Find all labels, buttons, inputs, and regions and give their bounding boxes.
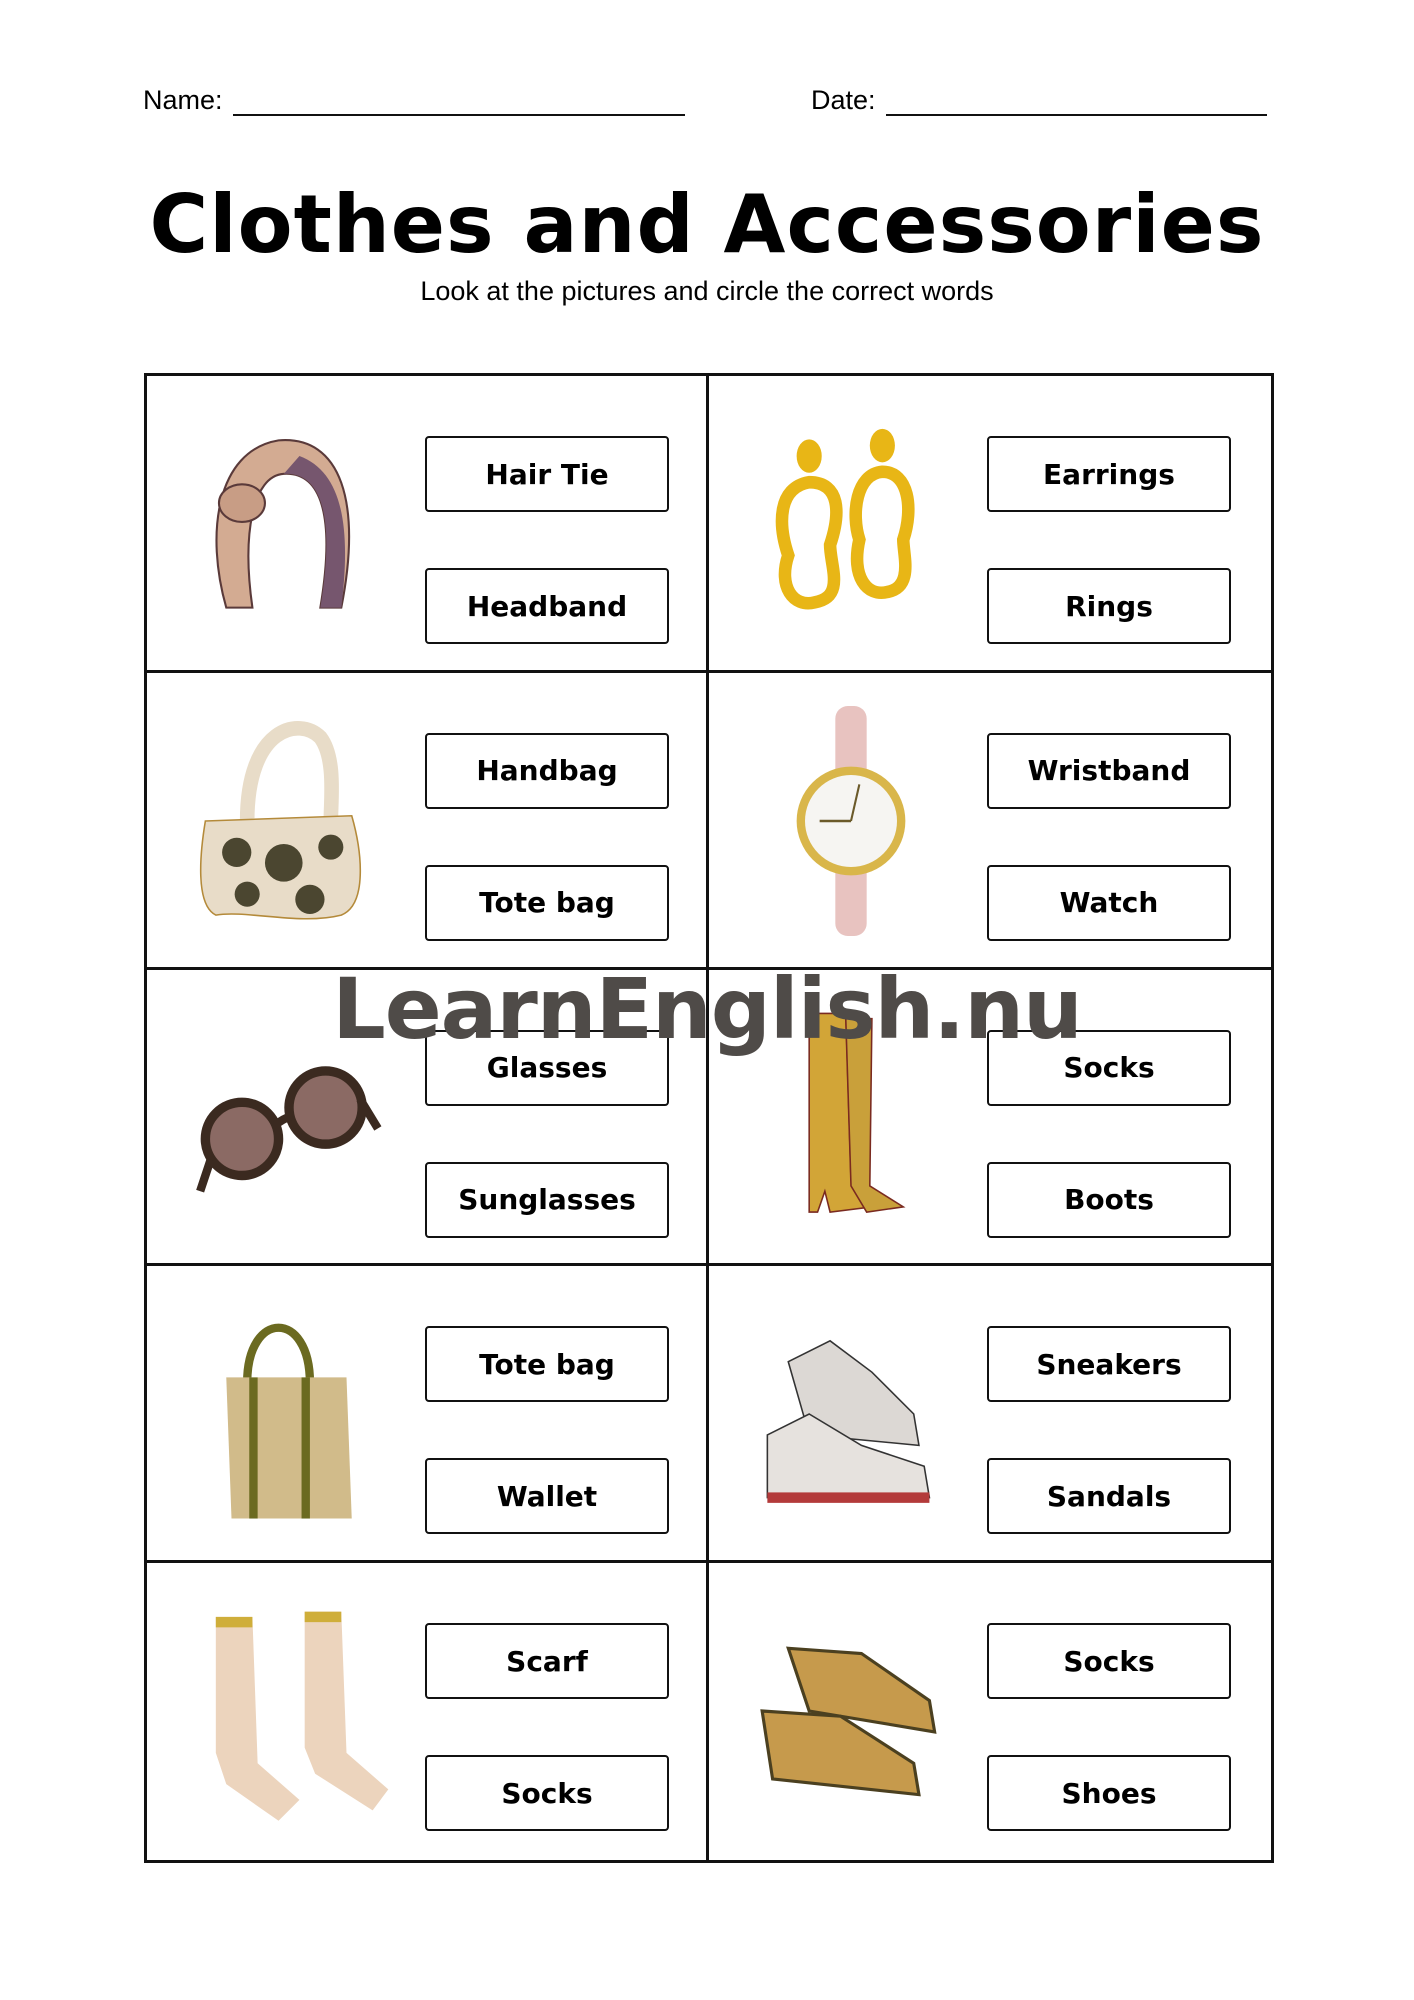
option-button[interactable]: Tote bag (425, 1326, 669, 1402)
tote-bag-icon (169, 1296, 409, 1532)
headband-icon (169, 406, 409, 642)
date-field[interactable] (811, 84, 1267, 116)
watch-icon (731, 703, 971, 939)
option-button[interactable]: Sandals (987, 1458, 1231, 1534)
option-button[interactable]: Scarf (425, 1623, 669, 1699)
exercise-cell (709, 1266, 1271, 1563)
exercise-cell (709, 970, 1271, 1267)
socks-icon (169, 1593, 409, 1829)
sunglasses-icon (169, 1000, 409, 1236)
exercise-cell (147, 1563, 709, 1860)
exercise-cell (147, 673, 709, 970)
option-button[interactable]: Earrings (987, 436, 1231, 512)
option-button[interactable]: Wristband (987, 733, 1231, 809)
option-button[interactable]: Glasses (425, 1030, 669, 1106)
exercise-cell (709, 673, 1271, 970)
option-button[interactable]: Handbag (425, 733, 669, 809)
exercise-grid (144, 373, 1274, 1863)
date-line[interactable] (886, 84, 1267, 116)
watermark: LearnEnglish.nu (332, 960, 1082, 1058)
option-button[interactable]: Hair Tie (425, 436, 669, 512)
exercise-cell (147, 1266, 709, 1563)
earrings-icon (731, 406, 971, 642)
date-label: Date: (811, 85, 876, 115)
sneakers-icon (731, 1296, 971, 1532)
boots-icon (731, 1000, 971, 1236)
option-button[interactable]: Shoes (987, 1755, 1231, 1831)
name-field[interactable] (143, 84, 685, 116)
option-button[interactable]: Sneakers (987, 1326, 1231, 1402)
handbag-icon (169, 703, 409, 939)
exercise-cell (147, 376, 709, 673)
option-button[interactable]: Headband (425, 568, 669, 644)
option-button[interactable]: Sunglasses (425, 1162, 669, 1238)
name-label: Name: (143, 85, 223, 115)
exercise-cell (709, 376, 1271, 673)
page-title: Clothes and Accessories (149, 178, 1265, 271)
option-button[interactable]: Rings (987, 568, 1231, 644)
exercise-cell (147, 970, 709, 1267)
instructions: Look at the pictures and circle the correct words (420, 276, 994, 306)
option-button[interactable]: Boots (987, 1162, 1231, 1238)
option-button[interactable]: Watch (987, 865, 1231, 941)
shoes-icon (731, 1593, 971, 1829)
option-button[interactable]: Wallet (425, 1458, 669, 1534)
header-fields (143, 84, 1283, 124)
option-button[interactable]: Socks (987, 1030, 1231, 1106)
option-button[interactable]: Socks (987, 1623, 1231, 1699)
option-button[interactable]: Socks (425, 1755, 669, 1831)
option-button[interactable]: Tote bag (425, 865, 669, 941)
name-line[interactable] (233, 84, 685, 116)
exercise-cell (709, 1563, 1271, 1860)
